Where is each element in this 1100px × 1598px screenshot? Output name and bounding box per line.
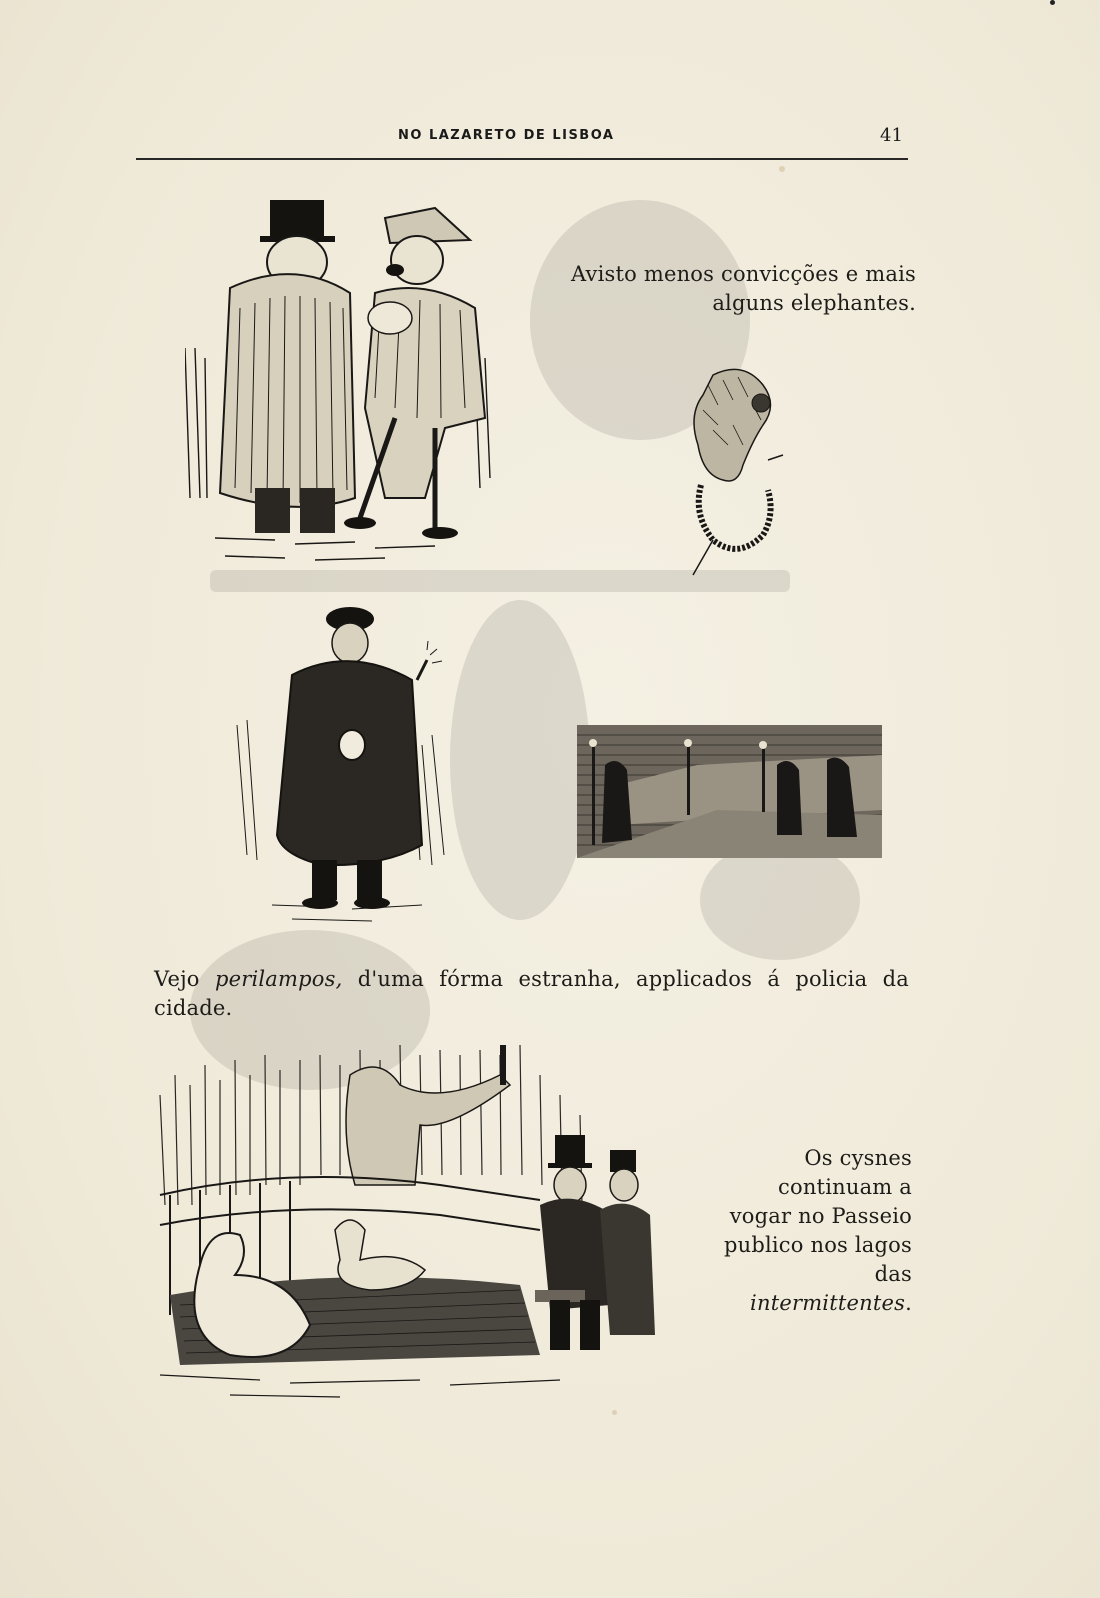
lantern-glow: [339, 730, 365, 760]
paper-stain: [779, 166, 785, 172]
caption-swans: [712, 1144, 912, 1318]
caption-swans-text: Os cysnes continuam a vogar no Passeio publico nos lagos das: [723, 1146, 912, 1286]
swan-lake-illustration: [140, 1035, 685, 1405]
monkey-wreath-illustration: [683, 365, 793, 580]
caption-police: [154, 965, 909, 1023]
caption-police-suffix: d'uma fórma estranha, applicados á policia da cidade.: [154, 967, 910, 1020]
caption-swans-end: .: [905, 1291, 912, 1315]
running-header-title: NO LAZARETO DE LISBOA: [398, 128, 615, 143]
caption-police-italic: perilampos,: [214, 967, 343, 991]
paper-stain: [612, 1410, 617, 1415]
caption-swans-italic: intermittentes: [750, 1291, 906, 1315]
street-lamps-illustration: [577, 725, 882, 858]
header-rule: [136, 158, 908, 160]
caption-police-prefix: Vejo: [154, 967, 215, 991]
two-gentlemen-illustration: [185, 198, 505, 568]
paper-stain: [1050, 0, 1055, 5]
caption-elephants: Avisto menos convicções e mais alguns elephantes.: [571, 262, 916, 315]
night-watchman-illustration: [232, 605, 457, 930]
top-hat: [270, 200, 324, 238]
page-number: 41: [880, 125, 903, 146]
